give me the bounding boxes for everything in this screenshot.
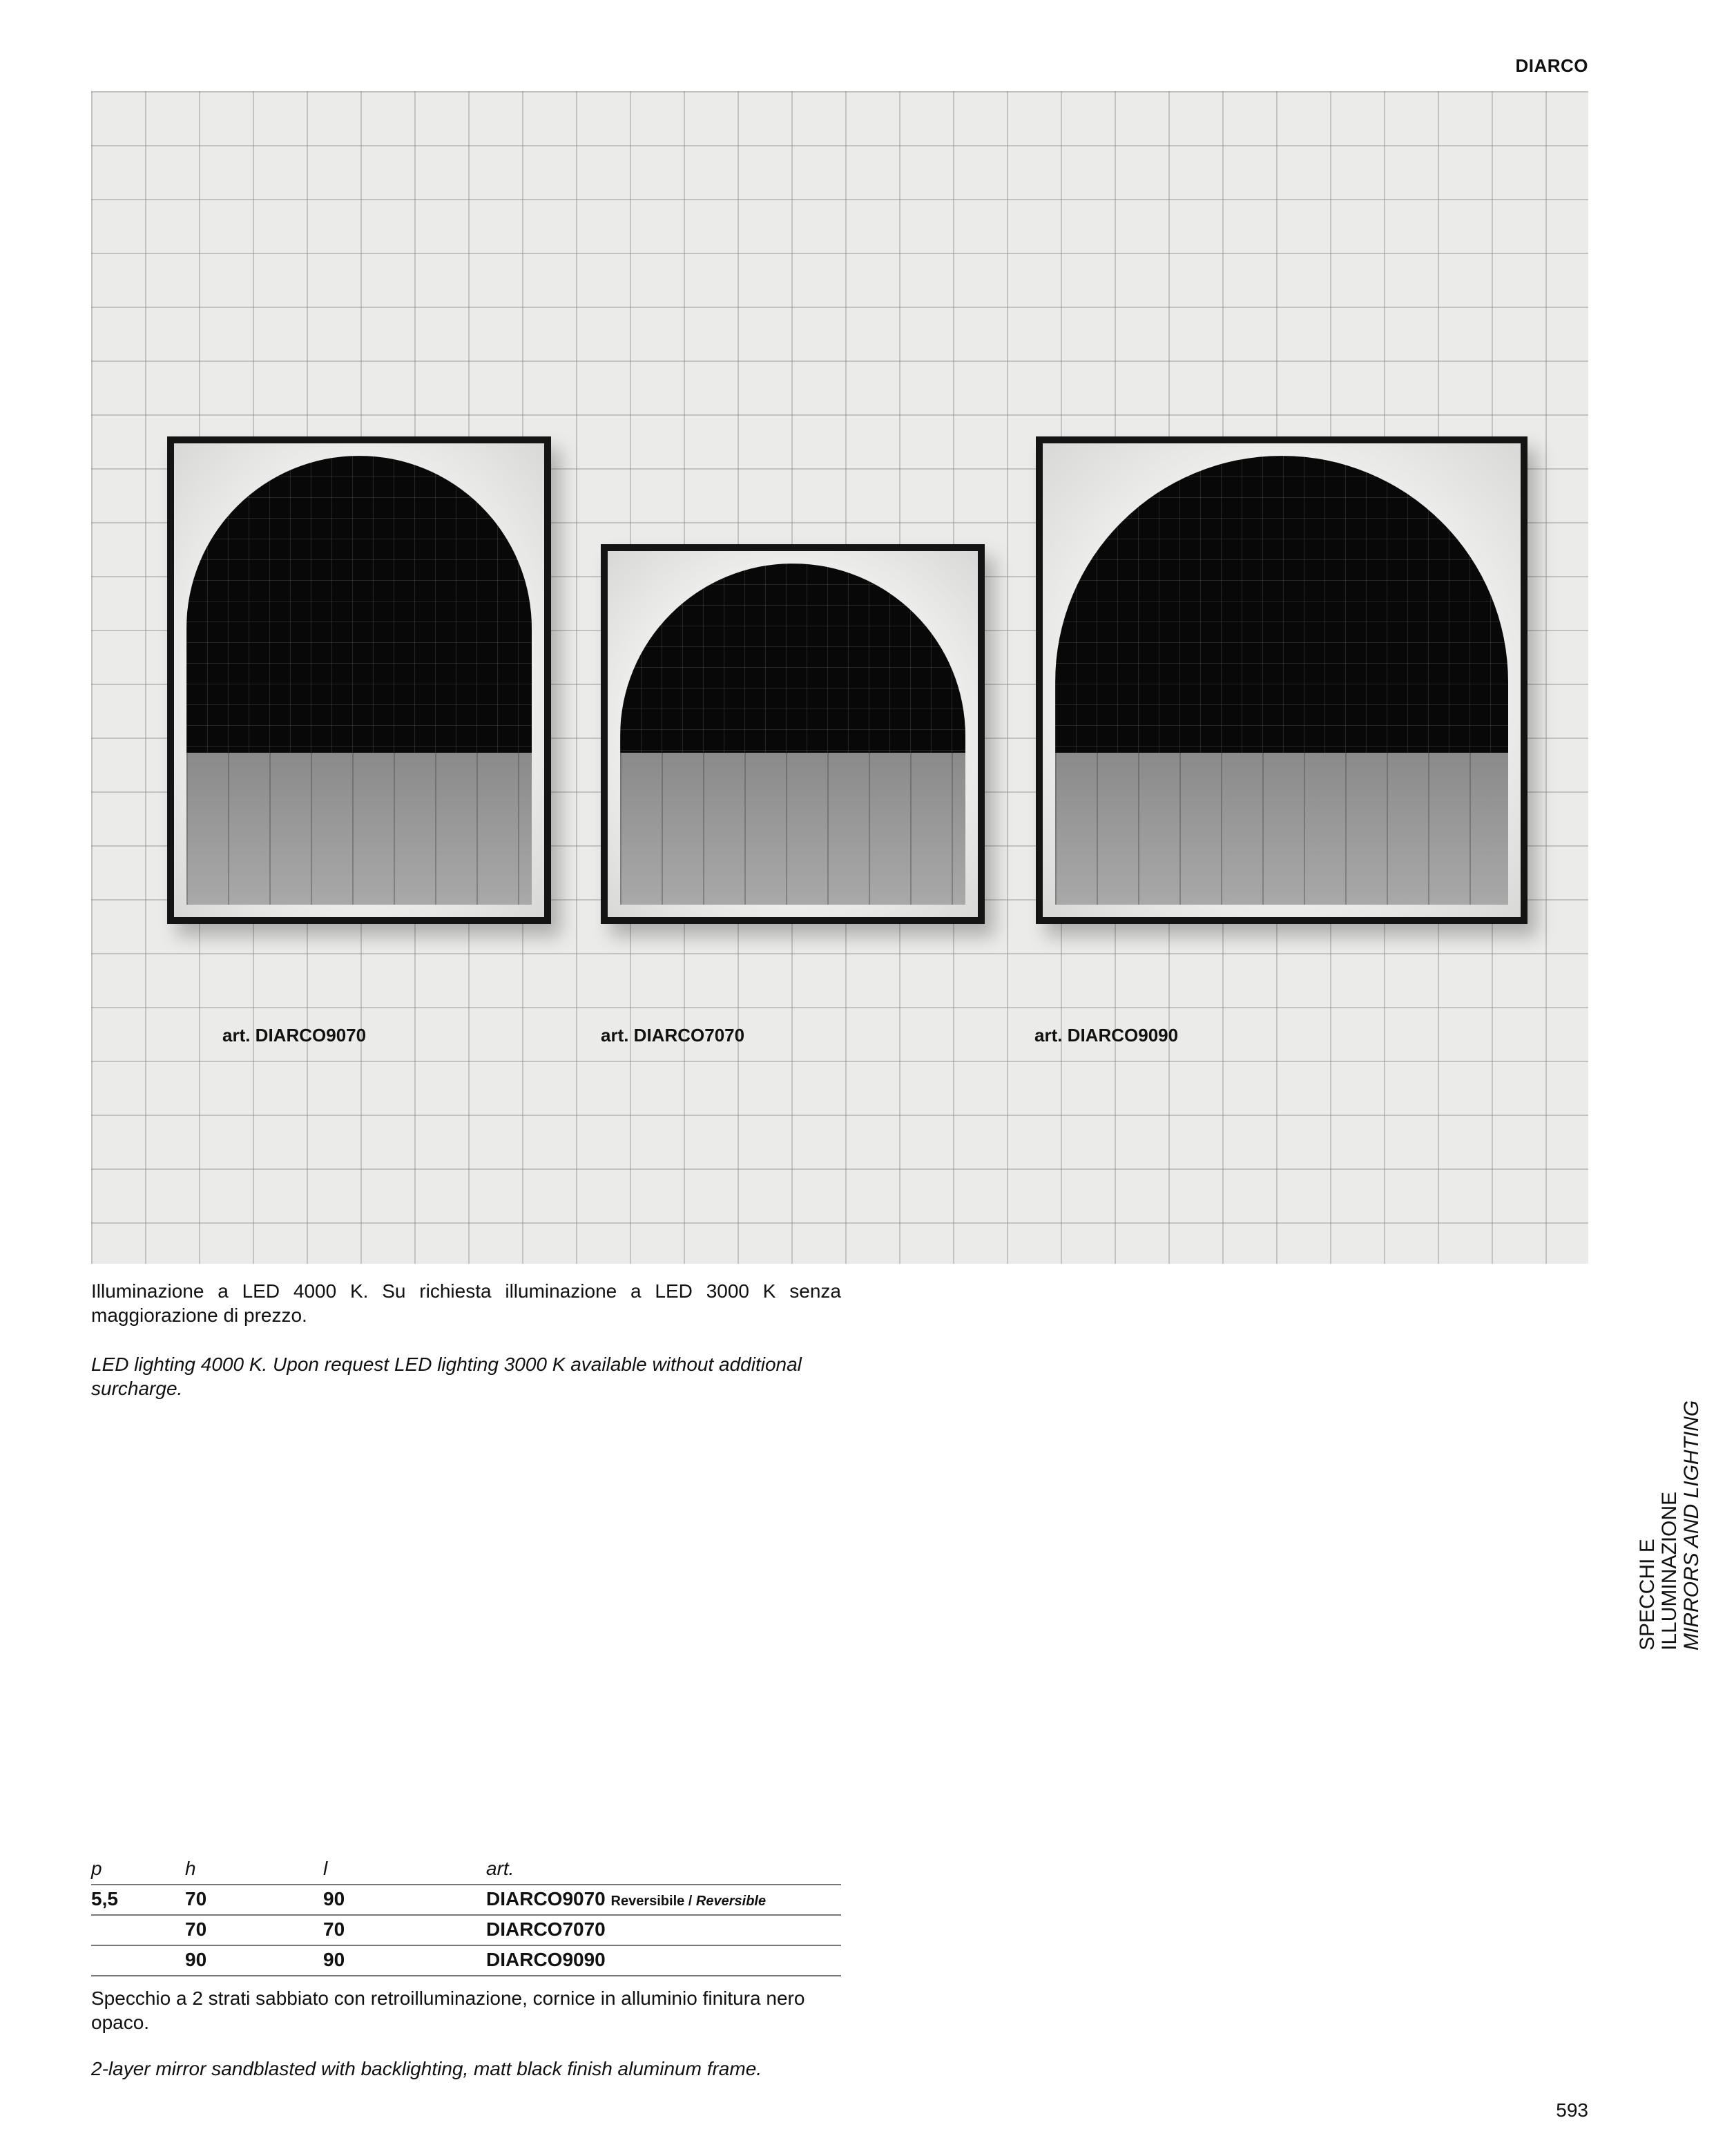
table-row [91,1885,841,1915]
cell-h: 70 [185,1885,323,1915]
cell-art: DIARCO9090 [486,1945,841,1976]
reflection-floor [620,753,965,905]
reversible-note-it: Reversibile [610,1894,685,1909]
column-header-l: l [323,1855,486,1885]
lighting-text-en: LED lighting 4000 K. Upon request LED lighting 3000 K available without additional surcharge. [91,1354,802,1399]
mirror-reflection [620,564,965,905]
cell-l: 70 [323,1915,486,1945]
description-text-en: 2-layer mirror sandblasted with backlighting, matt black finish aluminum frame. [91,2058,762,2079]
caption-diarco9090: art. DIARCO9090 [1034,1025,1179,1046]
reversible-note-separator: / [684,1894,696,1909]
reflection-floor [1055,753,1508,905]
section-label-it: SPECCHI E ILLUMINAZIONE [1636,1491,1681,1650]
product-hero-image [91,91,1588,1264]
caption-diarco9070: art. DIARCO9070 [222,1025,367,1046]
page-header-title: DIARCO [1515,55,1588,76]
lighting-text-it: Illuminazione a LED 4000 K. Su richiesta illuminazione a LED 3000 K senza maggiorazione di prezzo. [91,1280,841,1326]
reversible-note-en: Reversible [695,1894,767,1909]
mirror-diarco9070 [167,436,551,924]
mirror-diarco9090 [1036,436,1528,924]
reversible-note [611,1894,767,1909]
mirror-reflection [186,456,532,905]
section-label-en: MIRRORS AND LIGHTING [1680,1400,1703,1650]
mirror-reflection [1055,456,1508,905]
table-header-row [91,1855,841,1885]
table-row [91,1915,841,1945]
cell-p: 5,5 [91,1885,185,1915]
description-text-it: Specchio a 2 strati sabbiato con retroilluminazione, cornice in alluminio finitura nero opaco. [91,1987,805,2033]
column-header-h: h [185,1855,323,1885]
mirror-diarco7070 [601,544,985,924]
cell-p [91,1945,185,1976]
cell-h: 70 [185,1915,323,1945]
cell-l: 90 [323,1885,486,1915]
cell-h: 90 [185,1945,323,1976]
page-number: 593 [1556,2099,1588,2121]
caption-diarco7070: art. DIARCO7070 [601,1025,745,1046]
column-header-p: p [91,1855,185,1885]
cell-art: DIARCO7070 [486,1915,841,1945]
specification-table [91,1855,841,1976]
column-header-art: art. [486,1855,841,1885]
cell-art [486,1885,841,1915]
table-row [91,1945,841,1976]
article-code: DIARCO9070 [486,1888,606,1909]
cell-p [91,1915,185,1945]
section-side-label [1636,1374,1703,1650]
reflection-floor [186,753,532,905]
cell-l: 90 [323,1945,486,1976]
